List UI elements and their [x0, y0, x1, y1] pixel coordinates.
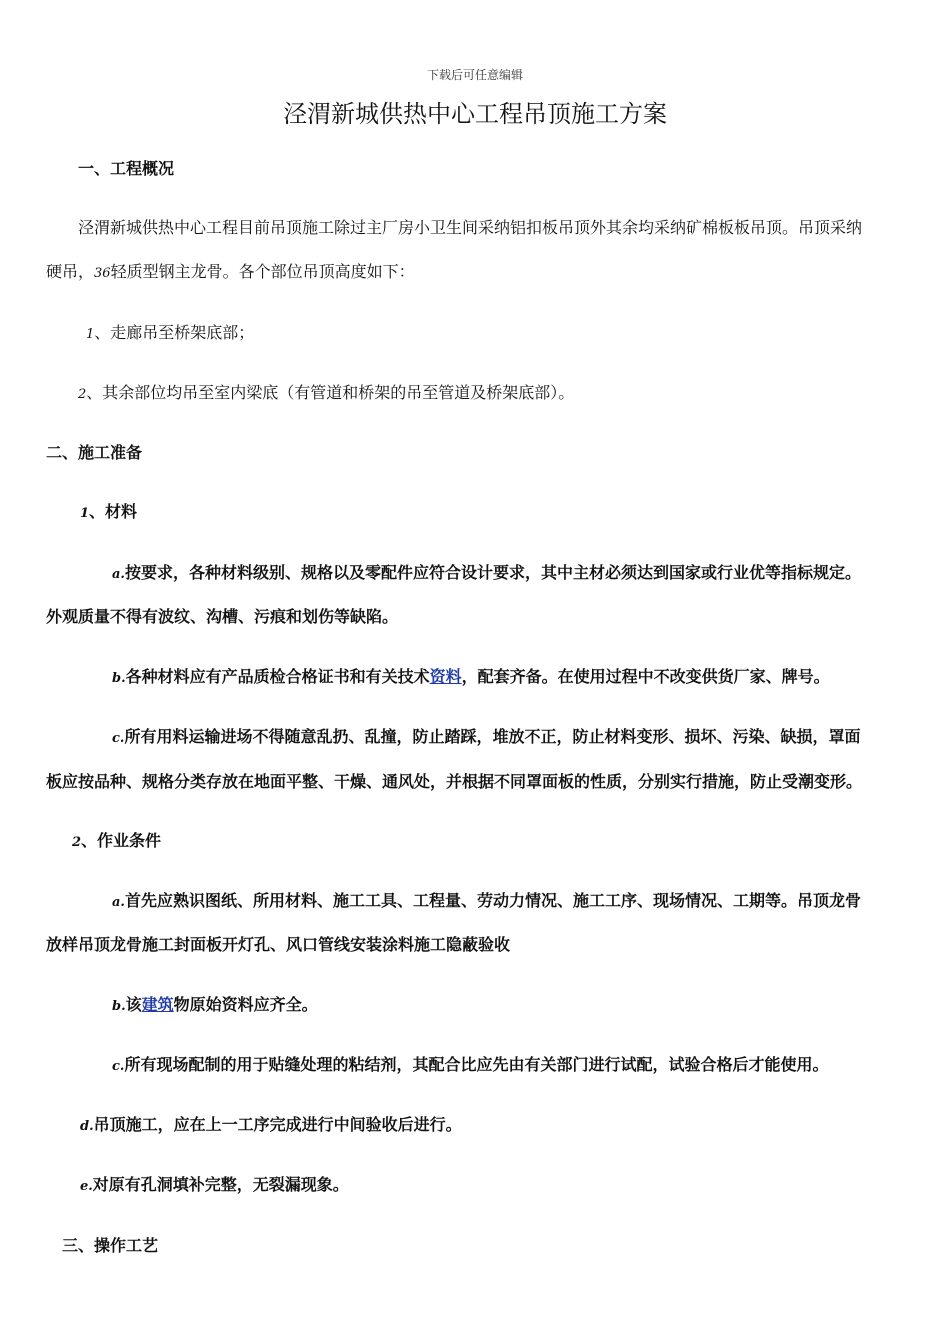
list-item-2 [78, 382, 574, 406]
list-number: 2 [78, 387, 87, 402]
item-text: 首先应熟识图纸、所用材料、施工工具、工程量、劳动力情况、施工工序、现场情况、工期等。吊顶龙骨 [124, 891, 861, 910]
text-run: 硬吊， [46, 262, 95, 281]
item-text: 所有现场配制的用于贴缝处理的粘结剂，其配合比应先由有关部门进行试配，试验合格后才能使用。 [124, 1055, 829, 1074]
materials-c-line-1 [112, 726, 860, 750]
conditions-c [112, 1054, 828, 1078]
item-text: ，配套齐备。在使用过程中不改变供货厂家、牌号。 [461, 667, 830, 686]
sub-number: 2 [72, 835, 82, 850]
link-jianzhu[interactable]: 建筑 [141, 995, 174, 1014]
sub-text: 、作业条件 [81, 831, 162, 850]
item-marker: d. [80, 1119, 94, 1134]
item-marker: a. [112, 567, 125, 582]
overview-paragraph-line-2 [46, 261, 415, 285]
item-text: 对原有孔洞填补完整，无裂漏现象。 [92, 1175, 349, 1194]
list-text: 、走廊吊至桥架底部； [94, 323, 255, 342]
item-text: 按要求，各种材料级别、规格以及零配件应符合设计要求，其中主材必须达到国家或行业优等指标规定。 [124, 563, 861, 582]
conditions-b [112, 994, 318, 1018]
materials-a-line-2: 外观质量不得有波纹、沟槽、污痕和划伤等缺陷。 [46, 607, 399, 626]
conditions-a-line-1 [112, 890, 861, 914]
text-run: 轻质型钢主龙骨。各个部位吊顶高度如下： [110, 262, 415, 281]
item-text: 各种材料应有产品质检合格证书和有关技术 [125, 667, 430, 686]
number-run: 36 [94, 266, 111, 281]
list-item-1 [86, 322, 254, 346]
item-marker: b. [112, 671, 126, 686]
section-heading-1: 一、工程概况 [78, 159, 175, 178]
item-marker: a. [112, 895, 125, 910]
item-marker: c. [112, 731, 125, 746]
section-heading-2: 二、施工准备 [46, 443, 143, 462]
item-marker: b. [112, 999, 126, 1014]
section-heading-3: 三、操作工艺 [62, 1236, 159, 1255]
subheading-materials [80, 501, 137, 525]
list-number: 1 [86, 327, 95, 342]
materials-c-line-2: 板应按品种、规格分类存放在地面平整、干燥、通风处，并根据不同罩面板的性质，分别实行措施，防止受潮变形。 [46, 772, 863, 791]
conditions-d [80, 1114, 462, 1138]
materials-b [112, 666, 830, 690]
item-text: 所有用料运输进场不得随意乱扔、乱撞，防止踏踩，堆放不正，防止材料变形、损坏、污染、缺损，罩面 [124, 727, 861, 746]
sub-text: 、材料 [89, 502, 138, 521]
overview-paragraph-line-1: 泾渭新城供热中心工程目前吊顶施工除过主厂房小卫生间采纳铝扣板吊顶外其余均采纳矿棉板板吊顶。吊顶采纳 [78, 218, 863, 237]
page-header: 下载后可任意编辑 [426, 68, 523, 82]
sub-number: 1 [80, 506, 90, 521]
conditions-a-line-2: 放样吊顶龙骨施工封面板开灯孔、风口管线安装涂料施工隐蔽验收 [46, 935, 511, 954]
subheading-work-conditions [72, 830, 161, 854]
item-marker: c. [112, 1059, 125, 1074]
item-text: 吊顶施工，应在上一工序完成进行中间验收后进行。 [93, 1115, 462, 1134]
link-ziliao[interactable]: 资料 [429, 667, 462, 686]
item-marker: e. [80, 1179, 93, 1194]
item-text: 物原始资料应齐全。 [173, 995, 318, 1014]
item-text: 该 [125, 995, 142, 1014]
conditions-e [80, 1174, 349, 1198]
materials-a-line-1 [112, 562, 861, 586]
document-title: 泾渭新城供热中心工程吊顶施工方案 [283, 100, 667, 128]
list-text: 、其余部位均吊至室内梁底（有管道和桥架的吊至管道及桥架底部）。 [86, 383, 575, 402]
